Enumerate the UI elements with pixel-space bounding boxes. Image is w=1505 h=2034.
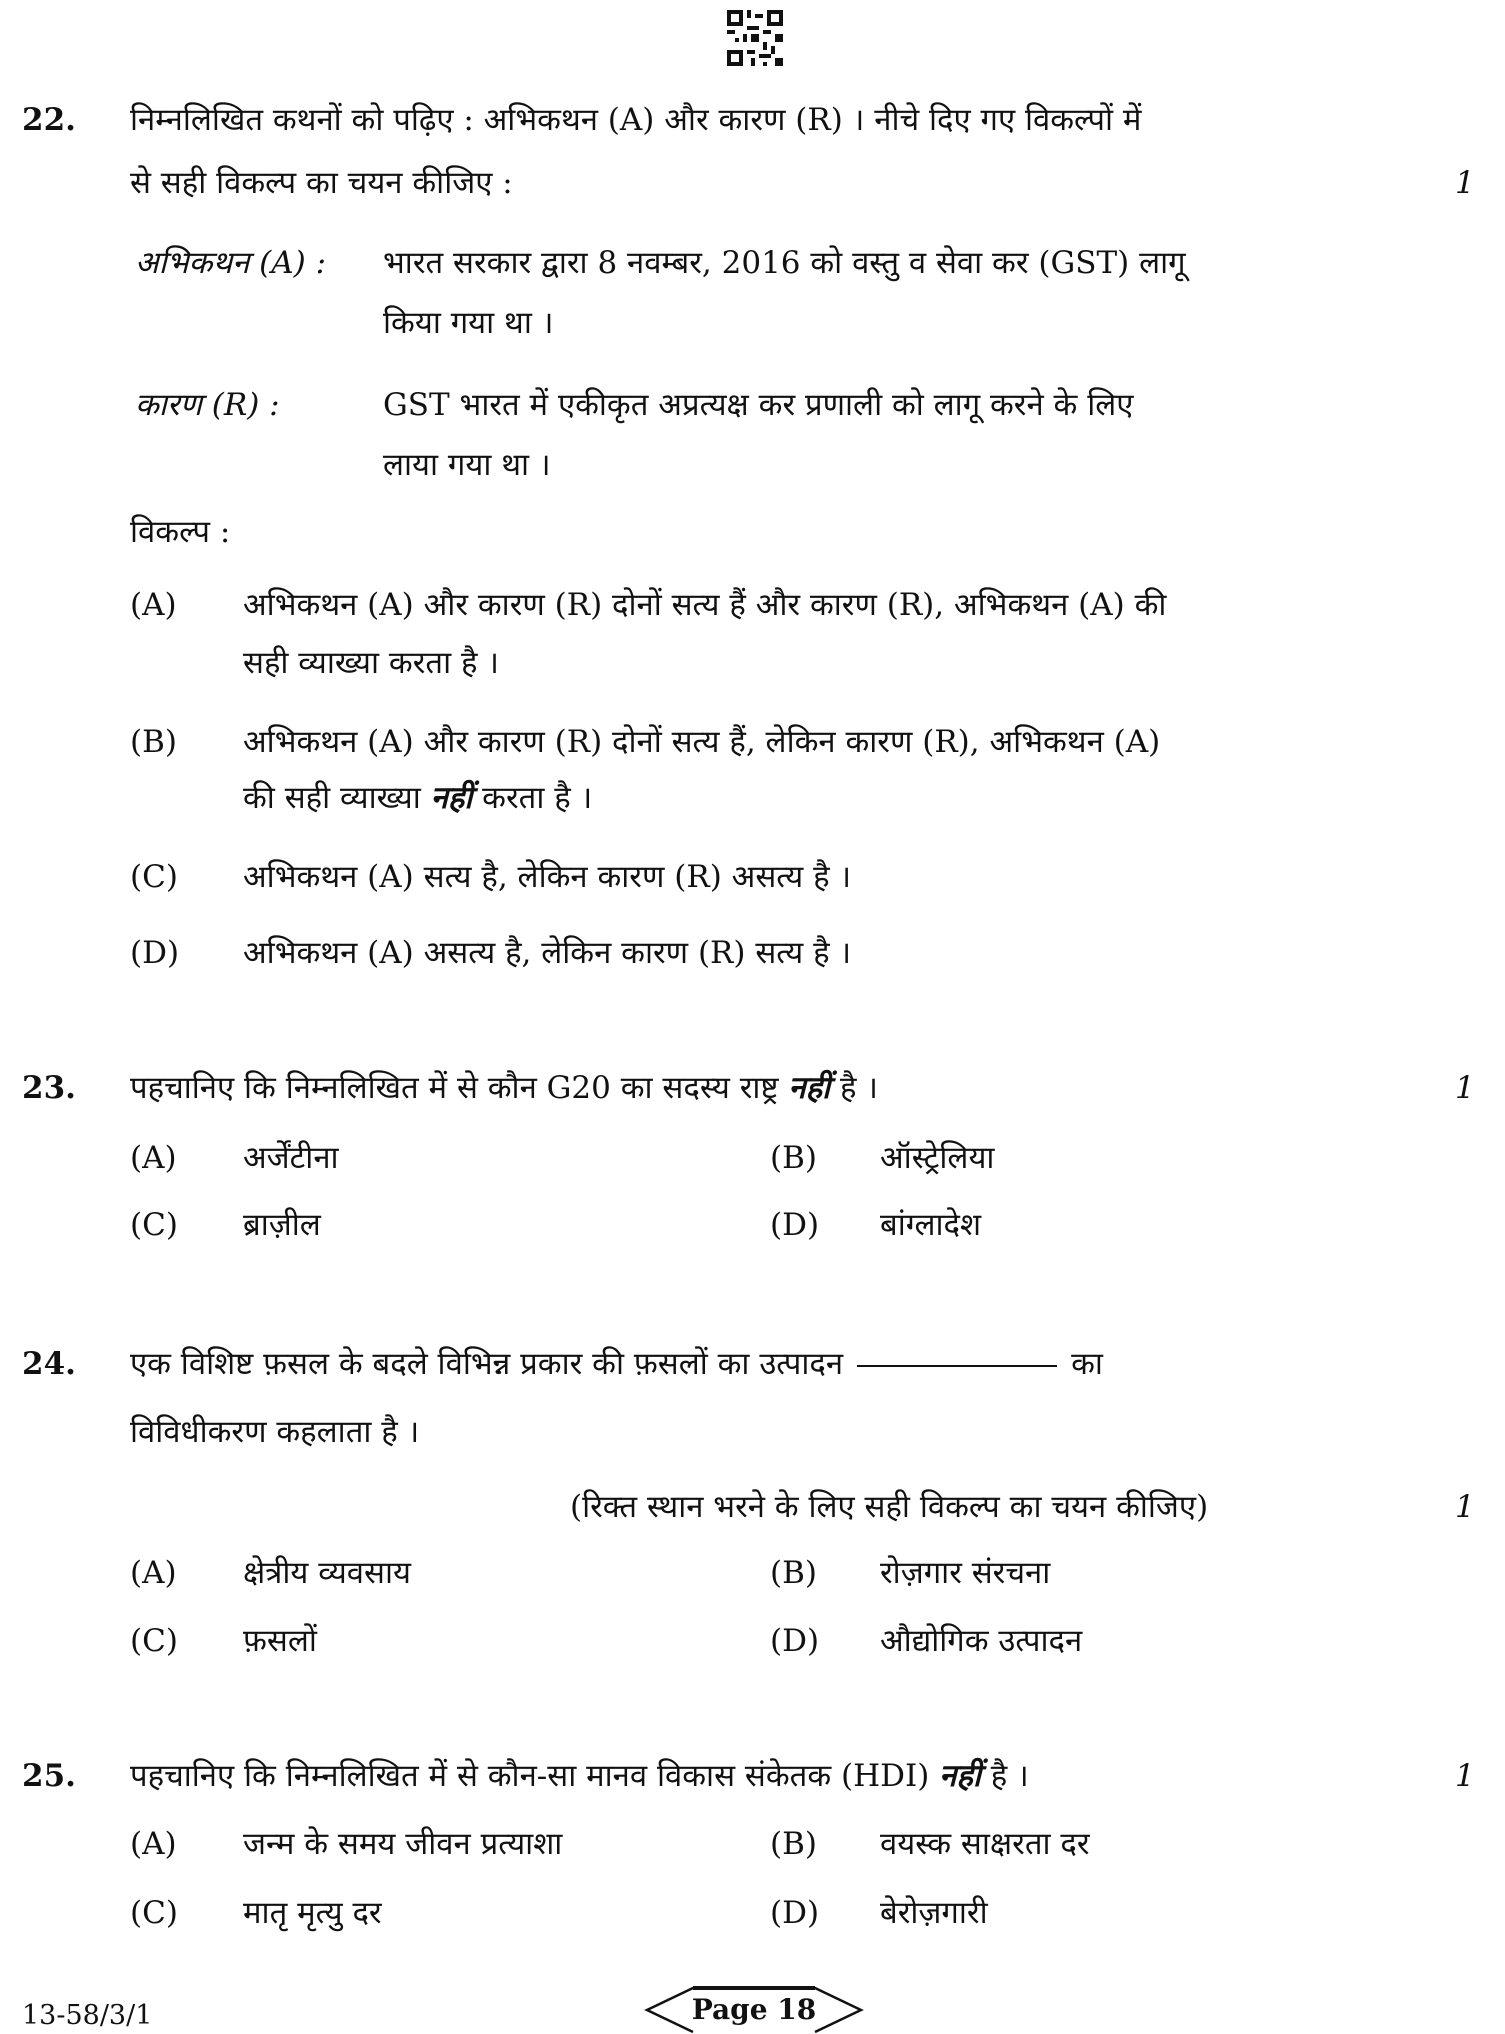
reason-label: कारण (R) :: [135, 387, 280, 423]
question-text-part: पहचानिए कि निम्नलिखित में से कौन-सा मानव विकास संकेतक (HDI): [130, 1758, 940, 1794]
question-number: 24.: [22, 1346, 76, 1382]
option-label: (A): [130, 1555, 177, 1591]
option-text-part: की सही व्याख्या: [243, 780, 431, 816]
option-label: (B): [770, 1140, 817, 1176]
option-label: (D): [770, 1623, 820, 1659]
option-text: क्षेत्रीय व्यवसाय: [243, 1555, 411, 1591]
question-text: [130, 1068, 878, 1108]
option-label: (B): [770, 1555, 817, 1591]
question-text: विविधीकरण कहलाता है ।: [130, 1414, 420, 1450]
question-text-part: पहचानिए कि निम्नलिखित में से कौन G20 का सदस्य राष्ट्र: [130, 1070, 789, 1106]
question-text: से सही विकल्प का चयन कीजिए :: [130, 165, 513, 201]
question-number: 23.: [22, 1070, 76, 1106]
option-label: (C): [130, 1895, 178, 1931]
option-text: ऑस्ट्रेलिया: [880, 1140, 995, 1176]
option-label: (A): [130, 1140, 177, 1176]
question-text-part: है ।: [830, 1070, 879, 1106]
option-text: अभिकथन (A) असत्य है, लेकिन कारण (R) सत्य है ।: [243, 935, 852, 971]
marks: 1: [1455, 165, 1475, 201]
reason-text: GST भारत में एकीकृत अप्रत्यक्ष कर प्रणाली को लागू करने के लिए: [383, 387, 1134, 423]
option-text: [243, 778, 592, 818]
option-label: (A): [130, 587, 177, 623]
option-label: (C): [130, 1623, 178, 1659]
option-label: (A): [130, 1826, 177, 1862]
marks: 1: [1455, 1489, 1475, 1525]
option-label: (C): [130, 859, 178, 895]
paper-code: 13-58/3/1: [22, 2000, 153, 2031]
assertion-label: अभिकथन (A) :: [135, 245, 327, 281]
question-text-part: का: [1071, 1346, 1103, 1382]
question-text-part: एक विशिष्ट फ़सल के बदले विभिन्न प्रकार की फ़सलों का उत्पादन: [130, 1346, 844, 1382]
option-text: बांग्लादेश: [880, 1207, 982, 1243]
question-number: 25.: [22, 1758, 76, 1794]
question-text: [130, 1756, 1029, 1796]
option-text: वयस्क साक्षरता दर: [880, 1826, 1090, 1862]
question-number: 22.: [22, 102, 76, 138]
question-text: [130, 1344, 1103, 1384]
options-heading: विकल्प :: [130, 514, 231, 550]
option-text-part: करता है ।: [472, 780, 593, 816]
question-text: निम्नलिखित कथनों को पढ़िए : अभिकथन (A) और कारण (R) । नीचे दिए गए विकल्पों में: [130, 102, 1142, 138]
qr-code-icon: [727, 10, 783, 66]
emphasis-text: नहीं: [430, 780, 473, 816]
option-text: रोज़गार संरचना: [880, 1555, 1051, 1591]
option-text: अभिकथन (A) और कारण (R) दोनों सत्य हैं, लेकिन कारण (R), अभिकथन (A): [243, 724, 1161, 760]
option-label: (D): [130, 935, 180, 971]
reason-text: लाया गया था ।: [383, 447, 551, 483]
question-text-part: है ।: [980, 1758, 1029, 1794]
emphasis-text: नहीं: [939, 1758, 981, 1794]
option-text: जन्म के समय जीवन प्रत्याशा: [243, 1826, 563, 1862]
fill-in-blank: [857, 1364, 1057, 1367]
option-text: अर्जेंटीना: [243, 1140, 339, 1176]
emphasis-text: नहीं: [788, 1070, 831, 1106]
page-number: Page 18: [691, 1993, 817, 2026]
option-text: बेरोज़गारी: [880, 1895, 988, 1931]
option-label: (C): [130, 1207, 178, 1243]
option-text: मातृ मृत्यु दर: [243, 1895, 382, 1931]
option-text: अभिकथन (A) और कारण (R) दोनों सत्य हैं और कारण (R), अभिकथन (A) की: [243, 587, 1167, 623]
option-label: (D): [770, 1895, 820, 1931]
option-label: (B): [130, 724, 177, 760]
option-label: (D): [770, 1207, 820, 1243]
option-text: औद्योगिक उत्पादन: [880, 1623, 1083, 1659]
option-text: फ़सलों: [243, 1623, 317, 1659]
option-label: (B): [770, 1826, 817, 1862]
assertion-text: किया गया था ।: [383, 305, 554, 341]
assertion-text: भारत सरकार द्वारा 8 नवम्बर, 2016 को वस्तु व सेवा कर (GST) लागू: [383, 245, 1186, 281]
option-text: अभिकथन (A) सत्य है, लेकिन कारण (R) असत्य है ।: [243, 859, 852, 895]
instruction-text: (रिक्त स्थान भरने के लिए सही विकल्प का चयन कीजिए): [570, 1489, 1209, 1525]
marks: 1: [1455, 1758, 1475, 1794]
option-text: ब्राज़ील: [243, 1207, 321, 1243]
marks: 1: [1455, 1070, 1475, 1106]
option-text: सही व्याख्या करता है ।: [243, 645, 500, 681]
